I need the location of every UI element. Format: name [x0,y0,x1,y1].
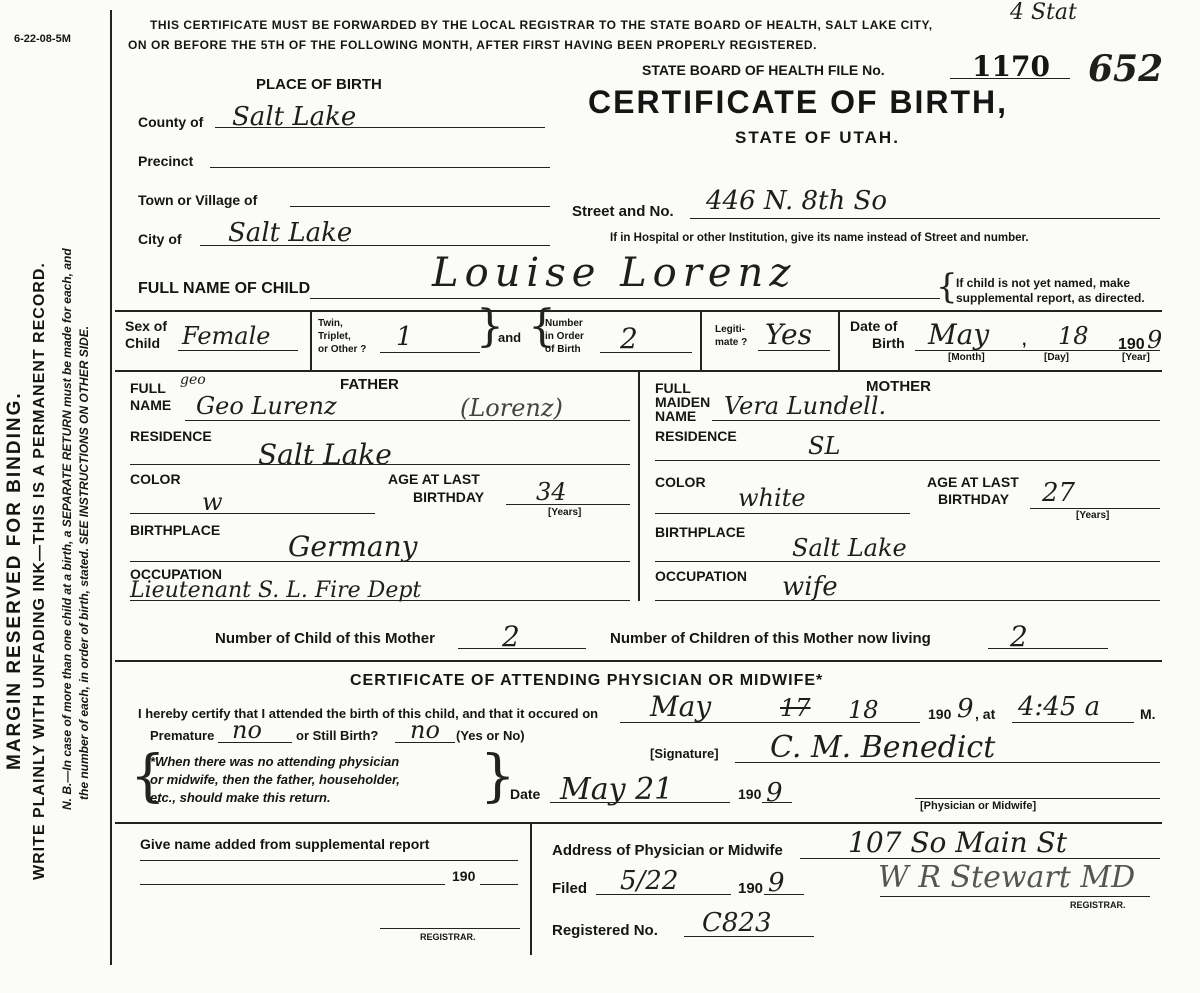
page-title: CERTIFICATE OF BIRTH, [588,84,1009,120]
date-value: May 21 [560,772,674,807]
notice-line1: THIS CERTIFICATE MUST BE FORWARDED BY THE LOCAL REGISTRAR TO THE STATE BOARD OF HEALTH, SALT LAKE CITY, [150,18,933,32]
father-color-line [130,513,375,514]
street-value: 446 N. 8th So [706,186,887,216]
form-code: 6-22-08-5M [14,33,71,45]
address-value: 107 So Main St [848,826,1067,859]
and-label: and [498,330,522,345]
rule-top-grid [115,310,1162,312]
premature-line [218,742,292,743]
corner-note: 4 Stat [1010,0,1077,25]
file-no: 1170 [972,50,1050,83]
not-named-note2: supplemental report, as directed. [956,291,1145,305]
legit-line [758,350,830,351]
note-brace-left: { [130,744,166,809]
father-occupation-line [130,600,630,601]
father-name-value: Geo Lurenz [196,392,337,420]
filed-year-suffix: 9 [768,868,785,898]
twin-label3: or Other ? [318,344,367,355]
signature-line [735,762,1160,763]
mother-color-line [655,513,910,514]
place-heading: PLACE OF BIRTH [256,76,382,93]
father-occupation-value: Lieutenant S. L. Fire Dept [130,578,422,603]
father-age-line [506,504,630,505]
not-named-note1: If child is not yet named, make [956,276,1131,290]
physician-heading: CERTIFICATE OF ATTENDING PHYSICIAN OR MIDWIFE* [350,672,824,689]
father-years-label: [Years] [548,507,582,518]
order-value: 2 [620,322,638,355]
physician-note1: *When there was no attending physician [150,754,400,769]
col-div-dob [838,311,840,371]
yes-no-label: (Yes or No) [456,728,525,743]
dob-year-prefix: 190 [1118,336,1145,353]
address-label: Address of Physician or Midwife [552,842,783,859]
dob-comma: , [1022,332,1027,349]
father-name-line [185,420,630,421]
mother-years-label: [Years] [1076,510,1110,521]
dob-line [915,350,1160,351]
city-label: City of [138,231,182,247]
twin-label2: Triplet, [318,331,351,342]
month-label: [Month] [948,352,985,363]
street-label: Street and No. [572,203,674,220]
mother-heading: MOTHER [866,378,931,395]
dob-year-suffix: 9 [1147,326,1163,354]
mother-age-value: 27 [1042,478,1076,508]
margin-note: MARGIN RESERVED FOR BINDING. [4,391,25,770]
file-no-line [950,78,1070,79]
mother-occupation-line [655,600,1160,601]
physician-time-line [1012,722,1134,723]
registered-line [684,936,814,937]
signature-label: [Signature] [650,746,719,761]
twin-value: 1 [396,322,413,352]
father-occupation-label: OCCUPATION [130,566,223,582]
supplemental-year-line [480,884,518,885]
legit-value: Yes [765,318,812,351]
supplemental-line1 [140,860,518,861]
date-year-prefix: 190 [738,786,762,802]
father-age-label1: AGE AT LAST [388,471,480,487]
dob-day: 18 [1058,322,1089,350]
mother-residence-line [655,460,1160,461]
twin-brace: } [476,301,504,352]
sex-label1: Sex of [125,318,168,334]
not-named-brace: { [936,267,958,307]
supplemental-registrar-line [380,928,520,929]
mother-residence-value: SL [808,432,841,460]
physician-midwife-label: [Physician or Midwife] [920,800,1037,812]
father-birthplace-line [130,561,630,562]
mother-name-line [712,420,1160,421]
dob-label2: Birth [872,335,905,351]
mother-residence-label: RESIDENCE [655,428,737,444]
dob-month: May [928,318,990,351]
physician-birth-day: 18 [848,696,879,724]
phys-sig-line2 [915,798,1160,799]
supplemental-divider [530,823,532,955]
date-label: Date [510,786,541,802]
order-label3: of Birth [545,344,581,355]
nb-line1: N. B.—In case of more than one child at a birth, a SEPARATE RETURN must be made for each, and [60,248,74,810]
county-label: County of [138,114,204,130]
child-number-value: 2 [502,620,520,653]
order-brace: { [528,301,556,352]
father-name-label: NAME [130,397,172,413]
supplemental-label: Give name added from supplemental report [140,836,430,852]
father-name-prefix: geo [180,372,206,388]
child-number-line [458,648,586,649]
still-value: no [410,716,440,744]
rule-above-supplemental [115,822,1162,824]
twin-line [380,352,480,353]
file-no-label: STATE BOARD OF HEALTH FILE No. [642,62,885,78]
notice-line2: ON OR BEFORE THE 5TH OF THE FOLLOWING MONTH, AFTER FIRST HAVING BEEN PROPERLY REGISTERED. [128,38,817,52]
physician-time: 4:45 a [1018,692,1101,722]
signature-value: C. M. Benedict [770,730,996,765]
father-heading: FATHER [340,376,399,393]
note-brace-right: } [480,744,516,809]
father-residence-value: Salt Lake [258,438,392,471]
county-line [215,127,545,128]
sex-value: Female [182,322,271,350]
order-line [600,352,692,353]
town-line [290,206,550,207]
child-name-label: FULL NAME OF CHILD [138,280,311,297]
physician-birth-line [620,722,920,723]
registered-value: C823 [702,908,772,938]
col-div-legit [700,311,702,371]
premature-value: no [232,716,262,744]
precinct-line [210,167,550,168]
date-year-line [762,802,792,803]
supplemental-line2 [140,884,445,885]
sex-label2: Child [125,335,160,351]
county-value: Salt Lake [232,102,357,132]
hospital-note: If in Hospital or other Institution, give its name instead of Street and number. [610,232,1029,244]
physician-note3: etc., should make this return. [150,790,331,805]
twin-label1: Twin, [318,318,343,329]
precinct-label: Precinct [138,153,194,169]
still-line [395,742,455,743]
children-living-label: Number of Children of this Mother now living [610,630,931,647]
nb-line2: the number of each, in order of birth, stated. SEE INSTRUCTIONS ON OTHER SIDE. [77,325,91,800]
father-full-label: FULL [130,380,166,396]
registered-label: Registered No. [552,922,658,939]
father-color-label: COLOR [130,471,181,487]
physician-note2: or midwife, then the father, householder, [150,772,400,787]
father-residence-label: RESIDENCE [130,428,212,444]
page-subtitle: STATE OF UTAH. [735,128,900,147]
street-line [690,218,1160,219]
father-age-label2: BIRTHDAY [413,489,485,505]
filed-year-prefix: 190 [738,880,764,897]
file-no-handwritten: 652 [1088,48,1164,90]
mother-age-label2: BIRTHDAY [938,491,1010,507]
city-line [200,245,550,246]
legit-label2: mate ? [715,337,748,348]
father-age-value: 34 [536,478,567,506]
child-name-value: Louise Lorenz [432,250,797,296]
child-name-line [310,298,940,299]
mother-maiden-label: MAIDEN [655,394,711,410]
legit-label1: Legiti- [715,324,745,335]
physician-birth-month: May [650,690,712,723]
filed-label: Filed [552,880,588,897]
day-label: [Day] [1044,352,1070,363]
address-line [800,858,1160,859]
supplemental-year-prefix: 190 [452,868,476,884]
mother-name-label: NAME [655,408,697,424]
mother-occupation-value: wife [782,572,838,602]
mother-occupation-label: OCCUPATION [655,568,748,584]
year-label: [Year] [1122,352,1150,363]
father-name-alt: (Lorenz) [460,394,563,422]
physician-year-suffix: 9 [957,694,974,724]
mother-full-label: FULL [655,380,691,396]
certify-text: I hereby certify that I attended the birth of this child, and that it occured on [138,706,599,721]
town-label: Town or Village of [138,192,258,208]
father-birthplace-label: BIRTHPLACE [130,522,221,538]
order-label1: Number [545,318,583,329]
physician-m-label: M. [1140,706,1156,722]
father-residence-line [130,464,630,465]
col-div-twin [310,311,312,371]
filed-value: 5/22 [620,866,679,896]
ink-note: WRITE PLAINLY WITH UNFADING INK—THIS IS A PERMANENT RECORD. [31,262,48,880]
order-label2: in Order [545,331,584,342]
child-number-label: Number of Child of this Mother [215,630,435,647]
mother-color-label: COLOR [655,474,706,490]
city-value: Salt Lake [228,218,353,248]
filed-line [596,894,731,895]
date-year-suffix: 9 [766,778,783,808]
registrar-line [880,896,1150,897]
mother-birthplace-line [655,561,1160,562]
children-living-line [988,648,1108,649]
parents-divider [638,371,640,601]
mother-age-line [1030,508,1160,509]
premature-label: Premature [150,728,215,743]
father-birthplace-value: Germany [288,530,418,563]
mother-age-label1: AGE AT LAST [927,474,1019,490]
sex-line [178,350,298,351]
filed-year-line [764,894,804,895]
registrar-signature: W R Stewart MD [878,860,1136,895]
form-left-border [110,10,112,965]
father-color-value: w [202,488,223,516]
registrar-label: REGISTRAR. [1070,900,1126,910]
still-label: or Still Birth? [296,728,379,743]
mother-birthplace-value: Salt Lake [792,534,907,562]
physician-birth-day-struck: 17 [780,694,811,722]
physician-year-prefix: 190 [928,706,952,722]
date-line [550,802,730,803]
children-living-value: 2 [1010,620,1028,653]
supplemental-registrar-label: REGISTRAR. [420,932,476,942]
mother-color-value: white [738,484,806,512]
physician-at-label: , at [975,706,996,722]
rule-above-physician [115,660,1162,662]
mother-name-value: Vera Lundell. [724,392,887,420]
mother-birthplace-label: BIRTHPLACE [655,524,746,540]
dob-label1: Date of [850,318,898,334]
